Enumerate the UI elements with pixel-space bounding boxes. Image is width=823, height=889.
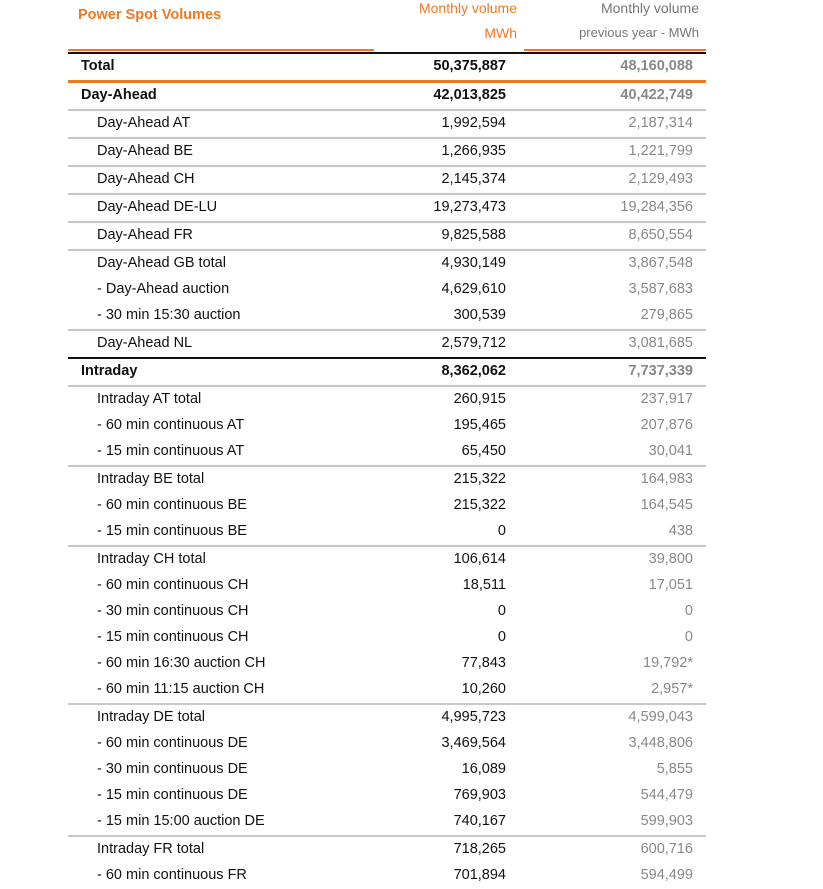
table-row (68, 573, 706, 599)
table-row (68, 783, 706, 809)
monthly-volume-value: 195,465 (453, 417, 506, 433)
previous-year-value: 8,650,554 (628, 227, 693, 243)
monthly-volume-value: 769,903 (453, 787, 506, 803)
monthly-volume-value: 9,825,588 (441, 227, 506, 243)
row-label: - Day-Ahead auction (97, 281, 230, 297)
previous-year-value: 19,284,356 (620, 199, 693, 215)
previous-year-value: 2,129,493 (628, 171, 693, 187)
header-divider-right (524, 49, 706, 51)
table-row (68, 249, 706, 277)
table-row (68, 493, 706, 519)
table-row (68, 465, 706, 493)
previous-year-value: 30,041 (648, 443, 693, 459)
previous-year-value: 5,855 (656, 761, 693, 777)
row-label: Intraday DE total (97, 709, 205, 725)
previous-year-value: 3,081,685 (628, 335, 693, 351)
previous-year-value: 600,716 (640, 841, 693, 857)
monthly-volume-value: 50,375,887 (433, 58, 506, 74)
previous-year-value: 19,792* (643, 655, 693, 671)
row-label: Day-Ahead BE (97, 143, 193, 159)
previous-year-value: 279,865 (640, 307, 693, 323)
previous-year-value: 39,800 (648, 551, 693, 567)
row-label: Day-Ahead (81, 87, 157, 103)
previous-year-value: 594,499 (640, 867, 693, 883)
monthly-volume-value: 2,145,374 (441, 171, 506, 187)
row-label: Day-Ahead NL (97, 335, 193, 351)
table-row (68, 385, 706, 413)
monthly-volume-value: 215,322 (453, 497, 506, 513)
table-row (68, 677, 706, 703)
row-label: Day-Ahead CH (97, 171, 195, 187)
monthly-volume-value: 8,362,062 (441, 363, 506, 379)
row-label: - 15 min continuous CH (97, 629, 249, 645)
monthly-volume-value: 4,629,610 (441, 281, 506, 297)
row-label: - 60 min continuous BE (97, 497, 247, 513)
table-row (68, 809, 706, 835)
monthly-volume-value: 260,915 (453, 391, 506, 407)
row-label: Intraday CH total (97, 551, 206, 567)
monthly-volume-value: 2,579,712 (441, 335, 506, 351)
monthly-volume-value: 16,089 (461, 761, 506, 777)
previous-year-value: 7,737,339 (628, 363, 693, 379)
row-label: - 60 min continuous AT (97, 417, 245, 433)
row-label: - 15 min 15:00 auction DE (97, 813, 265, 829)
table-row (68, 545, 706, 573)
table-row (68, 625, 706, 651)
monthly-volume-value: 0 (497, 603, 506, 619)
previous-year-unit: previous year - MWh (579, 25, 699, 40)
previous-year-value: 4,599,043 (628, 709, 693, 725)
monthly-volume-value: 0 (497, 629, 506, 645)
table-row (68, 599, 706, 625)
monthly-volume-value: 740,167 (453, 813, 506, 829)
table-row (68, 835, 706, 863)
row-label: Intraday FR total (97, 841, 205, 857)
monthly-volume-value: 4,995,723 (441, 709, 506, 725)
previous-year-value: 0 (684, 603, 693, 619)
previous-year-value: 164,545 (640, 497, 693, 513)
row-label: - 15 min continuous DE (97, 787, 248, 803)
monthly-volume-value: 10,260 (461, 681, 506, 697)
monthly-volume-value: 718,265 (453, 841, 506, 857)
header-divider-left (68, 49, 374, 51)
row-label: - 60 min 16:30 auction CH (97, 655, 266, 671)
previous-year-value: 1,221,799 (628, 143, 693, 159)
row-label: - 60 min 11:15 auction CH (97, 681, 265, 697)
monthly-volume-value: 18,511 (462, 577, 506, 593)
table-header (0, 0, 823, 50)
previous-year-value: 544,479 (640, 787, 693, 803)
monthly-volume-value: 19,273,473 (433, 199, 506, 215)
monthly-volume-value: 106,614 (453, 551, 506, 567)
previous-year-value: 48,160,088 (620, 58, 693, 74)
monthly-volume-value: 77,843 (461, 655, 506, 671)
row-label: - 15 min continuous AT (97, 443, 245, 459)
row-label: - 60 min continuous DE (97, 735, 248, 751)
table-row (68, 80, 706, 109)
monthly-volume-unit: MWh (484, 25, 517, 41)
row-label: Intraday (81, 363, 138, 379)
volumes-table (68, 52, 706, 889)
monthly-volume-value: 1,266,935 (441, 143, 506, 159)
previous-year-value: 3,867,548 (628, 255, 693, 271)
previous-year-value: 3,587,683 (628, 281, 693, 297)
previous-year-value: 17,051 (648, 577, 693, 593)
monthly-volume-value: 65,450 (461, 443, 506, 459)
previous-year-value: 164,983 (640, 471, 693, 487)
table-row (68, 357, 706, 385)
monthly-volume-value: 701,894 (453, 867, 506, 883)
row-label: Day-Ahead DE-LU (97, 199, 218, 215)
table-row (68, 137, 706, 165)
table-row (68, 303, 706, 329)
row-label: - 30 min 15:30 auction (97, 307, 241, 323)
table-row (68, 277, 706, 303)
row-label: Day-Ahead GB total (97, 255, 226, 271)
table-row (68, 703, 706, 731)
monthly-volume-value: 215,322 (453, 471, 506, 487)
table-row (68, 519, 706, 545)
previous-year-header: Monthly volume (600, 0, 699, 16)
table-row (68, 731, 706, 757)
row-label: - 60 min continuous FR (97, 867, 247, 883)
row-label: Intraday BE total (97, 471, 205, 487)
table-row (68, 651, 706, 677)
row-label: - 30 min continuous CH (97, 603, 249, 619)
previous-year-value: 40,422,749 (620, 87, 693, 103)
table-title: Power Spot Volumes (78, 7, 222, 23)
previous-year-value: 3,448,806 (628, 735, 693, 751)
row-label: Day-Ahead FR (97, 227, 193, 243)
previous-year-value: 0 (684, 629, 693, 645)
table-row (68, 413, 706, 439)
row-label: Day-Ahead AT (97, 115, 191, 131)
monthly-volume-value: 42,013,825 (433, 87, 506, 103)
table-row (68, 109, 706, 137)
row-label: Total (81, 58, 115, 74)
row-label: Intraday AT total (97, 391, 202, 407)
monthly-volume-value: 4,930,149 (441, 255, 506, 271)
row-label: - 60 min continuous CH (97, 577, 249, 593)
table-row (68, 757, 706, 783)
table-row (68, 329, 706, 357)
table-row (68, 165, 706, 193)
monthly-volume-value: 3,469,564 (441, 735, 506, 751)
table-row (68, 439, 706, 465)
row-label: - 15 min continuous BE (97, 523, 247, 539)
monthly-volume-header: Monthly volume (418, 0, 517, 16)
table-row (68, 193, 706, 221)
previous-year-value: 2,957* (651, 681, 693, 697)
previous-year-value: 599,903 (640, 813, 693, 829)
monthly-volume-value: 1,992,594 (441, 115, 506, 131)
table-row (68, 221, 706, 249)
table-row (68, 52, 706, 80)
row-label: - 30 min continuous DE (97, 761, 248, 777)
monthly-volume-value: 300,539 (453, 307, 506, 323)
previous-year-value: 237,917 (640, 391, 693, 407)
table-row (68, 863, 706, 889)
monthly-volume-value: 0 (497, 523, 506, 539)
previous-year-value: 207,876 (640, 417, 693, 433)
previous-year-value: 438 (668, 523, 693, 539)
previous-year-value: 2,187,314 (628, 115, 693, 131)
